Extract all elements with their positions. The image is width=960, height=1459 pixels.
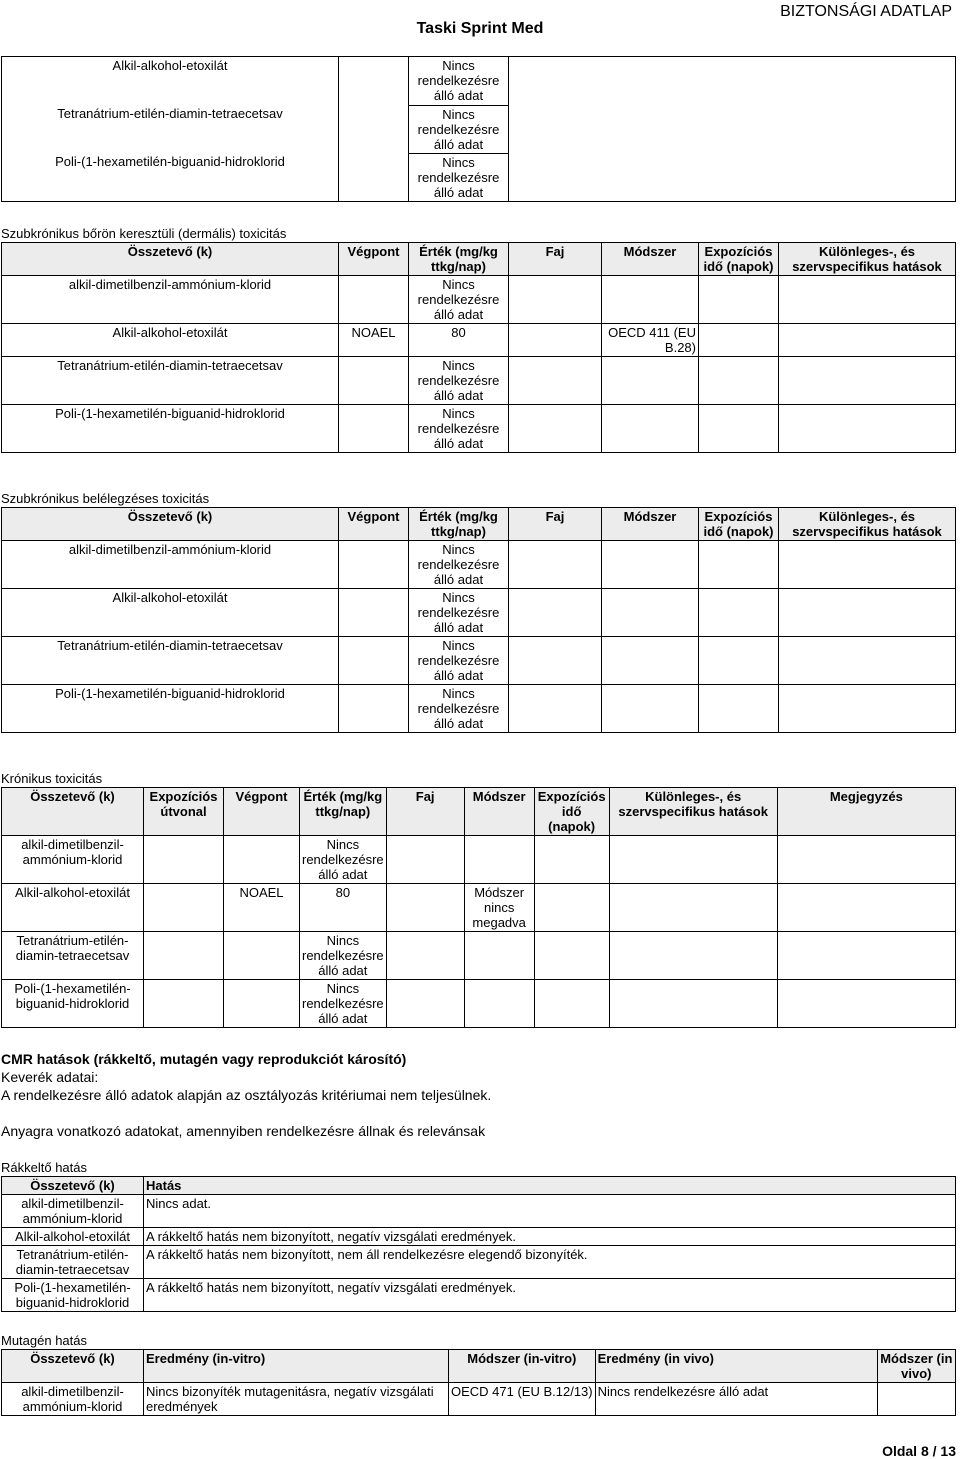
value-cell: Nincs rendelkezésre álló adat: [409, 589, 509, 637]
section-title-chronic: Krónikus toxicitás: [1, 771, 103, 786]
section-title-carcinogenicity: Rákkeltő hatás: [1, 1160, 87, 1175]
section-title-dermal: Szubkrónikus bőrön keresztüli (dermális) toxicitás: [1, 226, 287, 241]
value-cell: Nincs rendelkezésre álló adat: [409, 105, 509, 153]
table-row: [2, 1246, 956, 1279]
component-name: alkil-dimetilbenzil-ammónium-klorid: [2, 541, 339, 589]
table-row: [2, 541, 956, 589]
col-header: Módszer: [464, 788, 534, 836]
component-name: Poli-(1-hexametilén-biguanid-hidroklorid: [2, 1279, 144, 1312]
component-name: Poli-(1-hexametilén-biguanid-hidroklorid: [2, 685, 339, 733]
component-name: alkil-dimetilbenzil-ammónium-klorid: [2, 1383, 144, 1416]
value-cell: Nincs rendelkezésre álló adat: [300, 932, 387, 980]
effect: A rákkeltő hatás nem bizonyított, negatív vizsgálati eredmények.: [144, 1228, 956, 1246]
component-name: Tetranátrium-etilén-diamin-tetraecetsav: [2, 637, 339, 685]
table-row: [2, 1279, 956, 1312]
document-type: BIZTONSÁGI ADATLAP: [780, 3, 952, 20]
value-cell: Nincs rendelkezésre álló adat: [300, 836, 387, 884]
col-header: Módszer (in vivo): [877, 1350, 955, 1383]
table-header-row: [2, 508, 956, 541]
value-cell: Nincs rendelkezésre álló adat: [409, 153, 509, 202]
col-header: Megjegyzés: [777, 788, 955, 836]
component-name: Poli-(1-hexametilén-biguanid-hidroklorid: [2, 405, 339, 453]
table-header-row: [2, 1177, 956, 1195]
col-header: Érték (mg/kg ttkg/nap): [409, 243, 509, 276]
section-title-inhalation: Szubkrónikus belélegzéses toxicitás: [1, 491, 210, 506]
value-cell: Nincs rendelkezésre álló adat: [409, 541, 509, 589]
effect: A rákkeltő hatás nem bizonyított, nem áll rendelkezésre elegendő bizonyíték.: [144, 1246, 956, 1279]
col-header: Faj: [509, 508, 602, 541]
mutagenicity-table: [1, 1349, 956, 1416]
method-in-vivo: [877, 1383, 955, 1416]
value-cell: Nincs rendelkezésre álló adat: [409, 276, 509, 324]
cmr-title: CMR hatások (rákkeltő, mutagén vagy reprodukciót károsító): [1, 1051, 407, 1067]
page-number: Oldal 8 / 13: [882, 1443, 956, 1459]
mixture-label: Keverék adatai:: [1, 1069, 99, 1085]
table-header-row: [2, 1350, 956, 1383]
table-row: [2, 1228, 956, 1246]
component-name: Poli-(1-hexametilén-biguanid-hidroklorid: [2, 980, 144, 1028]
value-cell: Nincs rendelkezésre álló adat: [409, 637, 509, 685]
component-name: Tetranátrium-etilén-diamin-tetraecetsav: [2, 357, 339, 405]
component-name: Alkil-alkohol-etoxilát: [2, 884, 144, 932]
table-row: [2, 836, 956, 884]
table-row: [2, 276, 956, 324]
effect: Nincs adat.: [144, 1195, 956, 1228]
component-name: Tetranátrium-etilén-diamin-tetraecetsav: [2, 932, 144, 980]
table-row: [2, 884, 956, 932]
component-name: alkil-dimetilbenzil-ammónium-klorid: [2, 1195, 144, 1228]
col-header: Expozíciós idő (napok): [699, 243, 779, 276]
top-continuation-table: [1, 56, 956, 202]
value-cell: Nincs rendelkezésre álló adat: [300, 980, 387, 1028]
substance-text: Anyagra vonatkozó adatokat, amennyiben rendelkezésre állnak és relevánsak: [1, 1123, 486, 1139]
table-row: [2, 357, 956, 405]
chronic-toxicity-table: [1, 787, 956, 1028]
col-header: Végpont: [224, 788, 300, 836]
component-name: alkil-dimetilbenzil-ammónium-klorid: [2, 276, 339, 324]
endpoint: NOAEL: [224, 884, 300, 932]
col-header: Expozíciós útvonal: [144, 788, 224, 836]
col-header: Faj: [386, 788, 464, 836]
effect: A rákkeltő hatás nem bizonyított, negatív vizsgálati eredmények.: [144, 1279, 956, 1312]
section-title-mutagenicity: Mutagén hatás: [1, 1333, 88, 1348]
col-header: Módszer: [602, 243, 699, 276]
value-cell: Nincs rendelkezésre álló adat: [409, 57, 509, 106]
result-in-vivo: Nincs rendelkezésre álló adat: [595, 1383, 877, 1416]
col-header: Különleges-, és szervspecifikus hatások: [609, 788, 777, 836]
table-header-row: [2, 788, 956, 836]
component-name: Poli-(1-hexametilén-biguanid-hidroklorid: [2, 153, 339, 202]
method: Módszer nincs megadva: [464, 884, 534, 932]
component-name: Alkil-alkohol-etoxilát: [2, 324, 339, 357]
col-header: Végpont: [339, 243, 409, 276]
value: 80: [300, 884, 387, 932]
col-header: Eredmény (in vivo): [595, 1350, 877, 1383]
col-header: Végpont: [339, 508, 409, 541]
col-header: Faj: [509, 243, 602, 276]
table-row: [2, 57, 956, 106]
result-in-vitro: Nincs bizonyíték mutagenitásra, negatív vizsgálati eredmények: [144, 1383, 449, 1416]
table-row: [2, 685, 956, 733]
col-header: Összetevő (k): [2, 1177, 144, 1195]
table-row: [2, 153, 956, 202]
dermal-toxicity-table: [1, 242, 956, 453]
col-header: Különleges-, és szervspecifikus hatások: [779, 508, 956, 541]
endpoint: NOAEL: [339, 324, 409, 357]
col-header: Összetevő (k): [2, 788, 144, 836]
col-header: Összetevő (k): [2, 243, 339, 276]
inhalation-toxicity-table: [1, 507, 956, 733]
col-header: Expozíciós idő (napok): [534, 788, 609, 836]
product-name: Taski Sprint Med: [416, 20, 544, 37]
mixture-text: A rendelkezésre álló adatok alapján az osztályozás kritériumai nem teljesülnek.: [1, 1087, 492, 1103]
method: OECD 411 (EU B.28): [602, 324, 699, 357]
component-name: alkil-dimetilbenzil-ammónium-klorid: [2, 836, 144, 884]
table-row: [2, 324, 956, 357]
table-header-row: [2, 243, 956, 276]
value-cell: Nincs rendelkezésre álló adat: [409, 405, 509, 453]
table-row: [2, 1195, 956, 1228]
table-row: [2, 105, 956, 153]
table-row: [2, 932, 956, 980]
value-cell: Nincs rendelkezésre álló adat: [409, 685, 509, 733]
col-header: Különleges-, és szervspecifikus hatások: [779, 243, 956, 276]
table-row: [2, 589, 956, 637]
col-header: Összetevő (k): [2, 508, 339, 541]
col-header: Expozíciós idő (napok): [699, 508, 779, 541]
carcinogenicity-table: [1, 1176, 956, 1312]
col-header: Módszer (in-vitro): [449, 1350, 596, 1383]
value: 80: [409, 324, 509, 357]
table-row: [2, 405, 956, 453]
col-header: Eredmény (in-vitro): [144, 1350, 449, 1383]
col-header: Érték (mg/kg ttkg/nap): [409, 508, 509, 541]
table-row: [2, 1383, 956, 1416]
component-name: Tetranátrium-etilén-diamin-tetraecetsav: [2, 105, 339, 153]
table-row: [2, 637, 956, 685]
table-row: [2, 980, 956, 1028]
component-name: Alkil-alkohol-etoxilát: [2, 589, 339, 637]
col-header: Összetevő (k): [2, 1350, 144, 1383]
col-header: Érték (mg/kg ttkg/nap): [300, 788, 387, 836]
component-name: Alkil-alkohol-etoxilát: [2, 57, 339, 106]
col-header: Módszer: [602, 508, 699, 541]
method-in-vitro: OECD 471 (EU B.12/13): [449, 1383, 596, 1416]
component-name: Tetranátrium-etilén-diamin-tetraecetsav: [2, 1246, 144, 1279]
col-header: Hatás: [144, 1177, 956, 1195]
value-cell: Nincs rendelkezésre álló adat: [409, 357, 509, 405]
component-name: Alkil-alkohol-etoxilát: [2, 1228, 144, 1246]
